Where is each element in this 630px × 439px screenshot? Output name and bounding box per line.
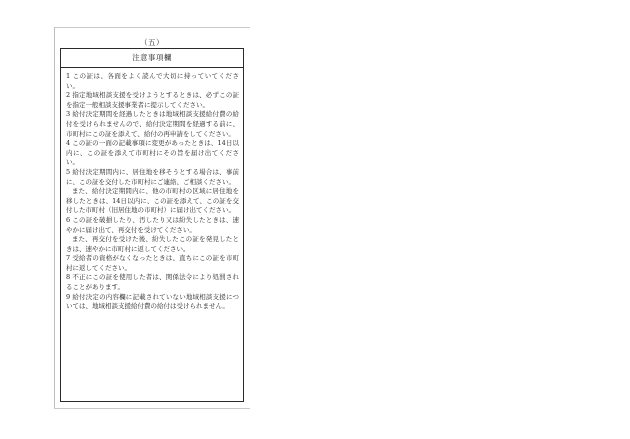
notice-box [60, 48, 244, 402]
notice-item-6: 6 この証を破損したり、汚したり又は紛失したときは、速やかに届け出て、再交付を受けてください。 [66, 215, 239, 234]
notice-body [61, 68, 243, 312]
notice-item-7: 7 受給者の資格がなくなったときは、直ちにこの証を市町村に返してください。 [66, 254, 239, 272]
notice-item-5: 5 給付決定期間内に、居住地を移そうとする場合は、事前に、この証を交付した市町村にご連絡、ご相談ください。 [66, 167, 239, 186]
notice-item-4: 4 この証の一面の記載事項に変更があったときは、14日以内に、この証を添えて市町村にその旨を届け出てください。 [66, 139, 239, 167]
notice-item-8: 8 不正にこの証を使用した者は、関係法令により処罰されることがあります。 [66, 273, 239, 292]
notice-item-5-continued: また、給付決定期間内に、他の市町村の区域に居住地を移したときは、14日以内に、この証を添えて、この証を交付した市町村（旧居住地の市町村）に届け出てください。 [66, 187, 239, 215]
notice-item-3: 3 給付決定期間を経過したときは地域相談支援給付費の給付を受けられませんので、給付決定期間を経過する前に、市町村にこの証を添えて、給付の再申請をしてください。 [66, 110, 239, 138]
page-edge-bottom [54, 408, 250, 409]
page-edge-top [54, 27, 250, 28]
page-number: （五） [140, 38, 164, 47]
notice-item-2: 2 指定地域相談支援を受けようとするときは、必ずこの証を指定一般相談支援事業者に提示してください。 [66, 91, 239, 109]
page-edge-left [54, 27, 55, 408]
notice-item-6-continued: また、再交付を受けた後、紛失したこの証を発見したときは、速やかに市町村に返してください。 [66, 235, 239, 253]
notice-item-1: 1 この証は、各面をよく読んで大切に持っていてください。 [66, 72, 239, 90]
notice-title: 注意事項欄 [61, 49, 243, 68]
notice-item-9: 9 給付決定の内容欄に記載されていない地域相談支援については、地域相談支援給付費の給付は受けられません。 [66, 292, 239, 311]
